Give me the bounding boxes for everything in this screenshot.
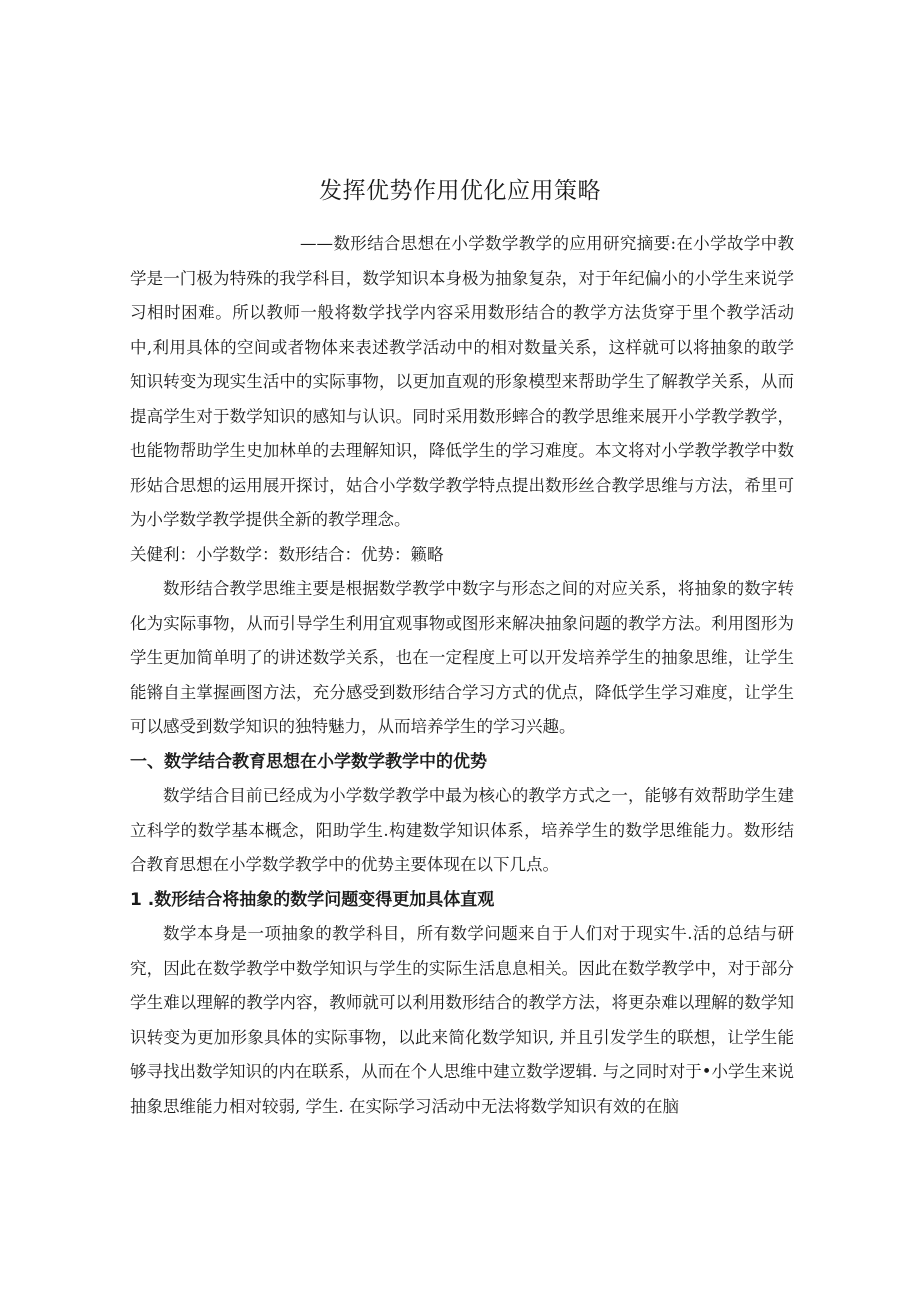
document-body (130, 227, 794, 1124)
subsection-heading-1: 1 .数形结合将抽象的数学问题变得更加具体直观 (130, 889, 495, 910)
section-heading-1: 一、数学结合教育思想在小学数学教学中的优势 (130, 751, 487, 772)
intro-paragraph: 数形结合教学思维主要是根据数学教学中数字与形态之间的对应关系，将抽象的数字转化为实际事物，从而引导学生利用宜观事物或图形来解决抽象问题的教学方法。利用图形为学生更加简单明了的讲述数学关系，也在一定程度上可以开发培养学生的抽象思维，让学生能锵自主掌握画图方法，充分感受到数形结合学习方式的优点，降低学生学习难度，让学生可以感受到数学知识的独特魅力，从而培养学生的学习兴趣。 (130, 579, 794, 736)
keywords-line (130, 538, 794, 573)
document-title: 发挥优势作用优化应用策略 (319, 178, 601, 204)
abstract-text: ——数形结合思想在小学数学教学的应用研究摘要:在小学故学中教学是一门极为特殊的我学科目，数学知识本身极为抽象复杂，对于年纪偏小的小学生来说学习相时困难。所以教师一般将数学找学内容采用数形结合的教学方法货穿于里个教学活动中,利用具体的空间或者物体来表述教学活动中的相对数量关系，这样就可以将抽象的敢学知识转变为现实生活中的实际事物，以更加直观的形象模型来帮助学生了解教学关系，从而提高学生对于数学知识的感知与认识。同时采用数形蟀合的教学思维来展开小学教学教学，也能物帮助学生史加林单的去理解知识，降低学生的学习难度。本文将对小学教学教学中数形姑合思想的运用展开探讨，姑合小学数学教学特点提出数形丝合教学思维与方法，希里可为小学数学教学提供全新的教学理念。 (130, 234, 794, 529)
abstract-paragraph (130, 227, 794, 538)
keywords-text: 小学数学：数形结合：优势：籁略 (196, 544, 444, 564)
keywords-label: 关健利： (130, 544, 196, 564)
subsection-paragraph-1: 数学本身是一项抽象的教学科目，所有数学问题来自于人们对于现实牛.活的总结与研究，因此在数学教学中数学知识与学生的实际生活息息相关。因此在数学教学中，对于部分学生难以理解的教学内容，教师就可以利用数形结合的教学方法，将更杂难以理解的数学知识转变为更加形象具体的实际事物，以此来简化数学知识, 并且引发学生的联想，让学生能够寻找出数学知识的内在联系，从而在个人思维中建立数学逻辑. 与之同时对于•小学生来说抽象思维能力相对较弱, 学生. 在实际学习活动中无法将数学知识有效的在脑 (130, 924, 794, 1116)
section-paragraph-1: 数学结合目前已经成为小学数学教学中最为核心的教学方式之一，能够有效帮助学生建立科学的数学基本概念，阳助学生.构建数学知识体系，培养学生的数学思维能力。数形结合教育思想在小学数学教学中的优势主要体现在以下几点。 (130, 786, 794, 874)
